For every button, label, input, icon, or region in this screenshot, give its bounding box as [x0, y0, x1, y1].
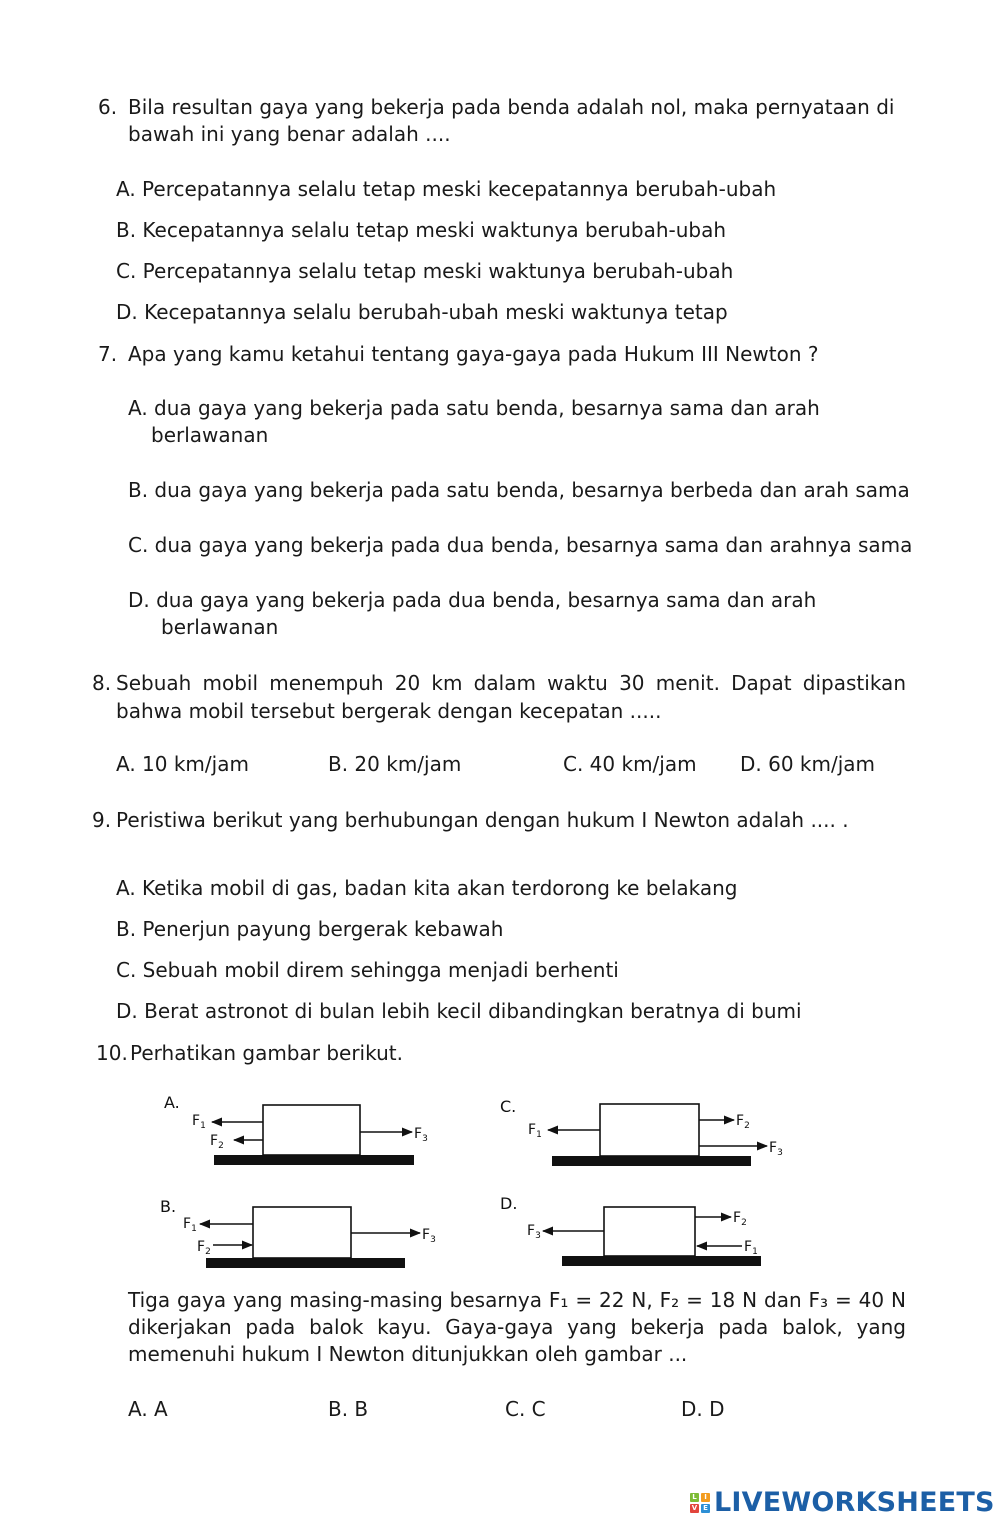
q10-option-c[interactable]: C. C	[505, 1397, 546, 1421]
q10-description-line3: memenuhi hukum I Newton ditunjukkan oleh gambar ...	[128, 1342, 688, 1366]
diagram-a-f3-label: $F_3$	[414, 1126, 428, 1144]
q9-option-b[interactable]: B. Penerjun payung bergerak kebawah	[116, 917, 504, 941]
diagram-a-f2-label: $F_2$	[210, 1133, 224, 1151]
q7-stem: Apa yang kamu ketahui tentang gaya-gaya pada Hukum III Newton ?	[128, 342, 819, 366]
q10-description-line1: Tiga gaya yang masing-masing besarnya F₁ = 22 N, F₂ = 18 N dan F₃ = 40 N	[128, 1288, 906, 1312]
q6-stem-line1: Bila resultan gaya yang bekerja pada benda adalah nol, maka pernyataan di	[128, 95, 895, 119]
q6-option-c[interactable]: C. Percepatannya selalu tetap meski waktunya berubah-ubah	[116, 259, 734, 283]
diagram-c-label: C.	[500, 1097, 517, 1116]
diagram-b-f3-label: $F_3$	[422, 1227, 436, 1245]
diagram-b-f1-label: $F_1$	[183, 1216, 197, 1234]
diagram-d-f1-label: $F_1$	[744, 1239, 758, 1257]
diagram-c	[500, 1097, 783, 1166]
diagram-b-block	[253, 1207, 351, 1258]
diagram-b-f2-label: $F_2$	[197, 1239, 211, 1257]
q7-number: 7.	[98, 342, 118, 366]
q6-stem-line2: bawah ini yang benar adalah ....	[128, 122, 451, 146]
diagram-c-ground	[552, 1156, 751, 1166]
q9-option-c[interactable]: C. Sebuah mobil direm sehingga menjadi berhenti	[116, 958, 619, 982]
liveworksheets-logo	[690, 1487, 995, 1518]
diagram-d-f2-label: $F_2$	[733, 1210, 747, 1228]
q8-stem-line1: Sebuah mobil menempuh 20 km dalam waktu 30 menit. Dapat dipastikan	[116, 671, 906, 695]
q7-option-a-line2[interactable]: berlawanan	[151, 423, 269, 447]
q9-option-a[interactable]: A. Ketika mobil di gas, badan kita akan terdorong ke belakang	[116, 876, 738, 900]
q6-option-d[interactable]: D. Kecepatannya selalu berubah-ubah meski waktunya tetap	[116, 300, 728, 324]
q7-option-a-line1[interactable]: A. dua gaya yang bekerja pada satu benda, besarnya sama dan arah	[128, 396, 820, 420]
diagram-b	[160, 1197, 436, 1268]
q8-stem-line2: bahwa mobil tersebut bergerak dengan kecepatan .....	[116, 699, 662, 723]
diagram-a-ground	[214, 1155, 414, 1165]
q7-option-d-line1[interactable]: D. dua gaya yang bekerja pada dua benda, besarnya sama dan arah	[128, 588, 817, 612]
diagram-b-label: B.	[160, 1197, 177, 1216]
diagram-d	[500, 1194, 761, 1266]
diagram-d-block	[604, 1207, 695, 1256]
q8-option-d[interactable]: D. 60 km/jam	[740, 752, 876, 776]
diagram-c-f2-label: $F_2$	[736, 1113, 750, 1131]
diagram-b-ground	[206, 1258, 405, 1268]
q7-option-c[interactable]: C. dua gaya yang bekerja pada dua benda, besarnya sama dan arahnya sama	[128, 533, 913, 557]
q10-stem: Perhatikan gambar berikut.	[130, 1041, 403, 1065]
q6-number: 6.	[98, 95, 118, 119]
q9-stem: Peristiwa berikut yang berhubungan dengan hukum I Newton adalah .... .	[116, 808, 849, 832]
diagram-c-f3-label: $F_3$	[769, 1140, 783, 1158]
q8-number: 8.	[92, 671, 112, 695]
q10-number: 10.	[96, 1041, 128, 1065]
q7-option-b[interactable]: B. dua gaya yang bekerja pada satu benda, besarnya berbeda dan arah sama	[128, 478, 910, 502]
diagram-d-f3-label: $F_3$	[527, 1223, 541, 1241]
q9-number: 9.	[92, 808, 112, 832]
diagram-c-f1-label: $F_1$	[528, 1122, 542, 1140]
diagram-d-label: D.	[500, 1194, 518, 1213]
q9-option-d[interactable]: D. Berat astronot di bulan lebih kecil dibandingkan beratnya di bumi	[116, 999, 802, 1023]
diagram-a-label: A.	[164, 1093, 180, 1112]
diagram-d-ground	[562, 1256, 761, 1266]
q10-option-a[interactable]: A. A	[128, 1397, 168, 1421]
diagram-a-f1-label: $F_1$	[192, 1113, 206, 1131]
diagram-a	[164, 1093, 428, 1165]
q7-option-d-line2[interactable]: berlawanan	[161, 615, 279, 639]
q8-option-c[interactable]: C. 40 km/jam	[563, 752, 697, 776]
q10-option-d[interactable]: D. D	[681, 1397, 725, 1421]
q10-description-line2: dikerjakan pada balok kayu. Gaya-gaya yang bekerja pada balok, yang	[128, 1315, 906, 1339]
liveworksheets-logo-icon: L I V E	[690, 1493, 710, 1513]
q8-option-b[interactable]: B. 20 km/jam	[328, 752, 462, 776]
diagram-a-block	[263, 1105, 360, 1155]
diagram-c-block	[600, 1104, 699, 1156]
q8-option-a[interactable]: A. 10 km/jam	[116, 752, 249, 776]
q6-option-b[interactable]: B. Kecepatannya selalu tetap meski waktunya berubah-ubah	[116, 218, 727, 242]
liveworksheets-logo-text: LIVEWORKSHEETS	[714, 1487, 995, 1518]
q6-option-a[interactable]: A. Percepatannya selalu tetap meski kecepatannya berubah-ubah	[116, 177, 777, 201]
q10-option-b[interactable]: B. B	[328, 1397, 369, 1421]
